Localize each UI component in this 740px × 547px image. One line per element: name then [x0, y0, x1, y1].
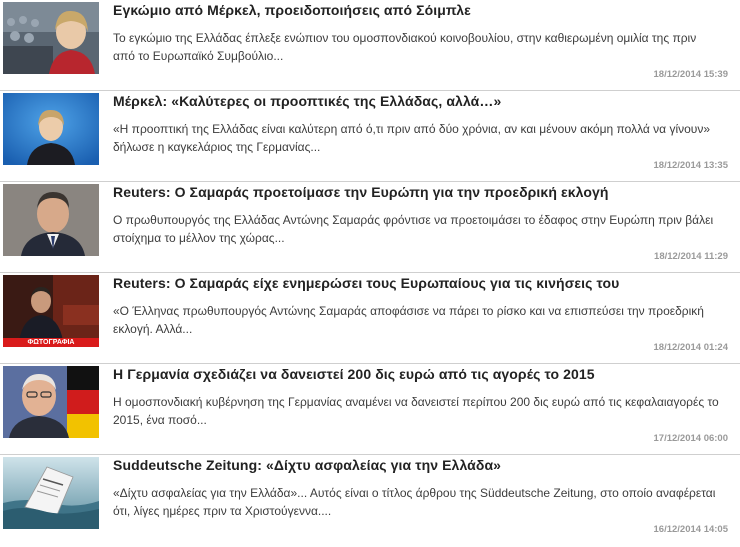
- article-title[interactable]: Reuters: Ο Σαμαράς προετοίμασε την Ευρώπη για την προεδρική εκλογή: [113, 184, 609, 200]
- article-date: 18/12/2014 11:29: [654, 251, 728, 262]
- samaras-portrait-photo[interactable]: [3, 184, 99, 256]
- list-item[interactable]: [0, 455, 740, 546]
- article-title[interactable]: Suddeutsche Zeitung: «Δίχτυ ασφαλείας για την Ελλάδα»: [113, 457, 502, 473]
- article-date: 17/12/2014 06:00: [653, 433, 728, 444]
- article-date: 16/12/2014 14:05: [653, 524, 728, 535]
- list-item[interactable]: [0, 0, 740, 91]
- list-item[interactable]: [0, 91, 740, 182]
- merkel-parliament-photo[interactable]: [3, 2, 99, 74]
- article-date: 18/12/2014 13:35: [653, 160, 728, 171]
- samaras-parliament-photo[interactable]: [3, 275, 99, 347]
- list-item[interactable]: [0, 273, 740, 364]
- article-summary: Το εγκώμιο της Ελλάδας έπλεξε ενώπιον του ομοσπονδιακού κοινοβουλίου, στην καθιερωμένη ομιλία της πριν από το Ευρωπαϊκό Συμβούλιο...: [113, 31, 697, 63]
- article-summary: Ο πρωθυπουργός της Ελλάδας Αντώνης Σαμαράς φρόντισε να προετοιμάσει το έδαφος στην Ευρώπη πριν βάλει στοίχημα το μέλλον της χώρας...: [113, 213, 714, 245]
- article-summary: «Δίχτυ ασφαλείας για την Ελλάδα»... Αυτός είναι ο τίτλος άρθρου της Süddeutsche Zeitung, στο οποίο αναφέρεται ότι, λίγες ημέρες πριν τα Χριστούγεννα....: [113, 486, 716, 518]
- merkel-blue-background-photo[interactable]: [3, 93, 99, 165]
- article-summary: Η ομοσπονδιακή κυβέρνηση της Γερμανίας αναμένει να δανειστεί περίπου 200 δις ευρώ από τις κεφαλαιαγορές το 2015, ένα ποσό...: [113, 395, 719, 427]
- article-date: 18/12/2014 15:39: [653, 69, 728, 80]
- article-date: 18/12/2014 01:24: [653, 342, 728, 353]
- list-item[interactable]: [0, 364, 740, 455]
- article-title[interactable]: Η Γερμανία σχεδιάζει να δανειστεί 200 δις ευρώ από τις αγορές το 2015: [113, 366, 595, 382]
- photo-tag: ΦΩΤΟΓΡΑΦΙΑ: [3, 338, 99, 347]
- article-title[interactable]: Μέρκελ: «Καλύτερες οι προοπτικές της Ελλάδας, αλλά…»: [113, 93, 502, 109]
- article-summary: «Ο Έλληνας πρωθυπουργός Αντώνης Σαμαράς αποφάσισε να πάρει το ρίσκο και να επισπεύσει την προεδρική εκλογή. Αλλά...: [113, 304, 704, 336]
- article-title[interactable]: Reuters: Ο Σαμαράς είχε ενημερώσει τους Ευρωπαίους για τις κινήσεις του: [113, 275, 620, 291]
- schaeuble-flag-photo[interactable]: [3, 366, 99, 438]
- sinking-newspaper-photo[interactable]: [3, 457, 99, 529]
- article-title[interactable]: Εγκώμιο από Μέρκελ, προειδοποιήσεις από Σόιμπλε: [113, 2, 471, 18]
- article-summary: «Η προοπτική της Ελλάδας είναι καλύτερη από ό,τι πριν από δύο χρόνια, αν και μένουν ακόμη πολλά να γίνουν» δήλωσε η καγκελάριος της Γερμανίας...: [113, 122, 711, 154]
- list-item[interactable]: [0, 182, 740, 273]
